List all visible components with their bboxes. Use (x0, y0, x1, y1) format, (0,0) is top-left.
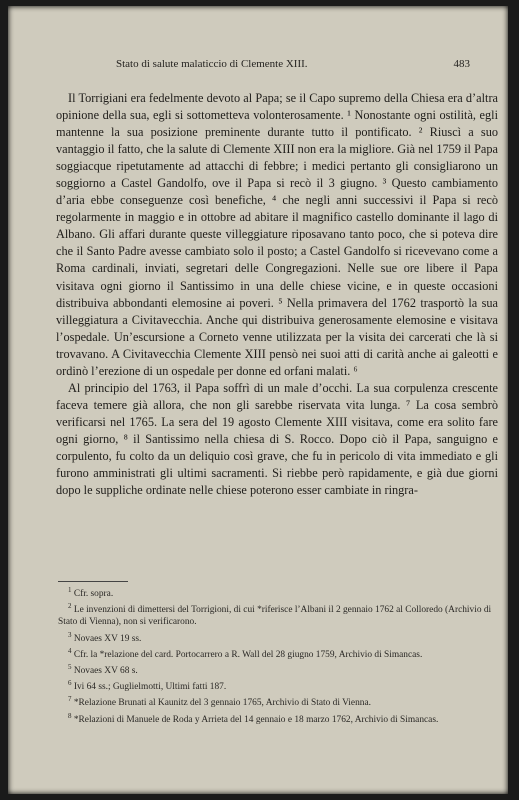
footnote-number: 7 (68, 695, 72, 704)
footnote-number: 1 (68, 586, 72, 594)
footnote-text: Cfr. la *relazione del card. Portocarrero a R. Wall del 28 giugno 1759, Archivio di Simancas. (73, 649, 423, 660)
footnote-number: 5 (68, 662, 72, 671)
footnotes (58, 584, 494, 726)
footnote-text: Le invenzioni di dimettersi del Torrigioni, di cui *riferisce l’Albani il 2 gennaio 1762 al Colloredo (Archivio di Stato di Vienna), non si verificarono. (58, 605, 492, 628)
footnote (58, 600, 494, 628)
page-number: 483 (453, 58, 470, 70)
footnote-text: Cfr. sopra. (73, 589, 114, 600)
footnote-text: *Relazione Brunati al Kaunitz del 3 gennaio 1765, Archivio di Stato di Vienna. (73, 698, 371, 709)
footnote-number: 2 (68, 602, 72, 611)
footnote (58, 645, 494, 661)
footnote-number: 3 (68, 630, 72, 639)
paragraph: Il Torrigiani era fedelmente devoto al Papa; se il Capo supremo della Chiesa era d’altra opinione della sua, egli si sottometteva volonterosamente. ¹ Nonostante ogni ostilità, egli mantenne la sua posizione preminente durante tutto il pontificato. ² Riuscì a suo vantaggio il fatto, che la salute di Clemente XIII non era la migliore. Già nel 1759 il Papa soggiacque ripetutamente ad attacchi di febbre; i medici pertanto gli consigliarono un soggiorno a Castel Gandolfo, ove il Papa si recò il 3 giugno. ³ Questo cambiamento d’aria ebbe conseguenze così benefiche, ⁴ che negli anni successivi il Papa si recò regolarmente in maggio e in ottobre ad abitare il magnifico castello dominante il lago di Albano. Gli affari durante queste villeggiature riposavano tanto poco, che si poteva dire che il Santo Padre avesse cambiato solo il posto; a Castel Gandolfo si ricevevano come a Roma cardinali, inviati, segretari delle Congregazioni. Nelle sue ore libere il Papa visitava ogni giorno il Santissimo in una delle chiese vicine, e in queste occasioni distribuiva abbondanti elemosine ai poveri. ⁵ Nella primavera del 1762 trasportò la sua villeggiatura a Civitavecchia. Anche qui distribuiva generosamente elemosine e visitava l’ospedale. Un’escursione a Corneto venne utilizzata per la visita dei carcerati che là si trovavano. A Civitavecchia Clemente XIII pensò nei suoi atti di carità anche ai galeotti e ordinò l’erezione di un ospedale per donne ed orfani malati. ⁶ (56, 91, 498, 378)
main-text (56, 90, 498, 499)
footnote-text: Novaes XV 68 s. (73, 666, 138, 677)
footnote-divider (58, 581, 128, 582)
running-title: Stato di salute malaticcio di Clemente XIII. (116, 58, 308, 70)
running-header (8, 58, 508, 74)
footnote-number: 4 (68, 646, 72, 655)
footnote-text: *Relazioni di Manuele de Roda y Arrieta del 14 gennaio e 18 marzo 1762, Archivio di Simancas. (73, 714, 439, 725)
footnote-number: 6 (68, 679, 72, 688)
footnote (58, 661, 494, 677)
book-page (8, 6, 508, 794)
footnote (58, 584, 494, 600)
footnote (58, 629, 494, 645)
footnote (58, 677, 494, 693)
paragraph: Al principio del 1763, il Papa soffrì di un male d’occhi. La sua corpulenza crescente faceva temere già allora, che non gli sarebbe riservata vita lunga. ⁷ La cosa sembrò verificarsi nel 1765. La sera del 19 agosto Clemente XIII visitava, come era solito fare ogni giorno, ⁸ il Santissimo nella chiesa di S. Rocco. Dopo ciò il Papa, sanguigno e corpulento, fu colto da un deliquio così grave, che fu in pericolo di vita immediato e gli furono amministrati gli ultimi sacramenti. Si riebbe però rapidamente, e già due giorni dopo le suppliche ordinate nelle chiese poterono esser cambiate in ringra- (56, 380, 498, 498)
footnote-text: Novaes XV 19 ss. (73, 633, 142, 644)
footnote (58, 710, 494, 726)
footnote (58, 693, 494, 709)
footnote-text: Ivi 64 ss.; Guglielmotti, Ultimi fatti 187. (73, 682, 227, 693)
footnote-number: 8 (68, 711, 72, 720)
